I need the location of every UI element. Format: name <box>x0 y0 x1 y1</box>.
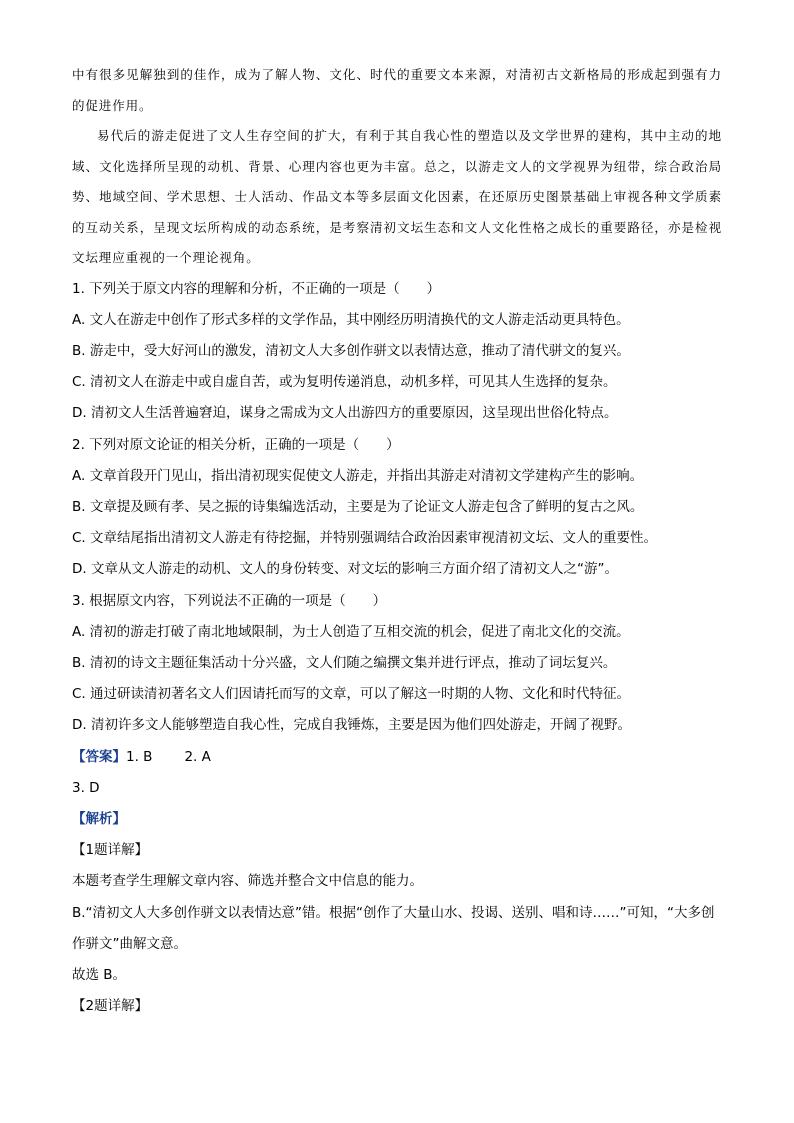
option-b: B. 清初的诗文主题征集活动十分兴盛，文人们随之编撰文集并进行评点，推动了词坛复兴。 <box>72 654 617 671</box>
question-stem: 3. 根据原文内容，下列说法不正确的一项是（ ） <box>72 592 387 609</box>
answer-3: 3. D <box>72 779 100 796</box>
question-stem: 2. 下列对原文论证的相关分析，正确的一项是（ ） <box>72 436 400 453</box>
q1-intro: 本题考查学生理解文章内容、筛选并整合文中信息的能力。 <box>72 873 423 890</box>
q2-detail-heading: 【2题详解】 <box>72 998 149 1015</box>
q1-conclusion: 故选 B。 <box>72 966 127 983</box>
option-c: C. 文章结尾指出清初文人游走有待挖掘，并特别强调结合政治因素审视清初文坛、文人的重要性。 <box>72 530 658 547</box>
question-1 <box>72 274 722 430</box>
option-b: B. 游走中，受大好河山的激发，清初文人大多创作骈文以表情达意，推动了清代骈文的复兴。 <box>72 342 630 359</box>
answer-tag: 【答案】 <box>72 748 126 765</box>
q1-detail: B.“清初文人大多创作骈文以表情达意”错。根据“创作了大量山水、投谒、送别、唱和诗……”可知，“大多创作骈文”曲解文意。 <box>72 904 715 952</box>
option-c: C. 通过研读清初著名文人们因请托而写的文章，可以了解这一时期的人物、文化和时代特征。 <box>72 686 631 703</box>
passage-paragraph-2: 易代后的游走促进了文人生存空间的扩大，有利于其自我心性的塑造以及文学世界的建构，其中主动的地域、文化选择所呈现的动机、背景、心理内容也更为丰富。总之，以游走文人的文学视界为纽带，综合政治局势、地域空间、学术思想、士人活动、作品文本等多层面文化因素，在还原历史图景基础上审视各种文学质素的互动关系，呈现文坛所构成的动态系统，是考察清初文坛生态和文人文化性格之成长的重要路径，亦是检视文坛理应重视的一个理论视角。 <box>72 128 722 265</box>
option-d: D. 清初文人生活普遍窘迫，谋身之需成为文人出游四方的重要原因，这呈现出世俗化特点。 <box>72 405 618 422</box>
option-c: C. 清初文人在游走中或自虚自苦，或为复明传递消息，动机多样，可见其人生选择的复杂。 <box>72 374 617 391</box>
passage-paragraph-1: 中有很多见解独到的佳作，成为了解人物、文化、时代的重要文本来源，对清初古文新格局的形成起到强有力的促进作用。 <box>72 67 722 113</box>
answer-2: 2. A <box>184 748 211 765</box>
question-3 <box>72 586 722 742</box>
question-stem: 1. 下列关于原文内容的理解和分析，不正确的一项是（ ） <box>72 280 441 297</box>
option-b: B. 文章提及顾有孝、吴之振的诗集编选活动，主要是为了论证文人游走包含了鲜明的复古之风。 <box>72 498 644 515</box>
analysis-line <box>72 804 722 835</box>
option-a: A. 文人在游走中创作了形式多样的文学作品，其中刚经历明清换代的文人游走活动更具特色。 <box>72 311 630 328</box>
q1-detail-heading: 【1题详解】 <box>72 842 149 859</box>
option-d: D. 清初许多文人能够塑造自我心性，完成自我锤炼，主要是因为他们四处游走，开阔了视野。 <box>72 717 631 734</box>
option-a: A. 文章首段开门见山，指出清初现实促使文人游走，并指出其游走对清初文学建构产生的影响。 <box>72 467 644 484</box>
option-d: D. 文章从文人游走的动机、文人的身份转变、对文坛的影响三方面介绍了清初文人之“游”。 <box>72 561 618 578</box>
option-a: A. 清初的游走打破了南北地域限制，为士人创造了互相交流的机会，促进了南北文化的交流。 <box>72 623 630 640</box>
analysis-tag: 【解析】 <box>72 810 126 827</box>
answer-1: 1. B <box>126 748 153 765</box>
answer-line <box>72 742 722 773</box>
question-2 <box>72 430 722 586</box>
document-page <box>72 60 722 1022</box>
